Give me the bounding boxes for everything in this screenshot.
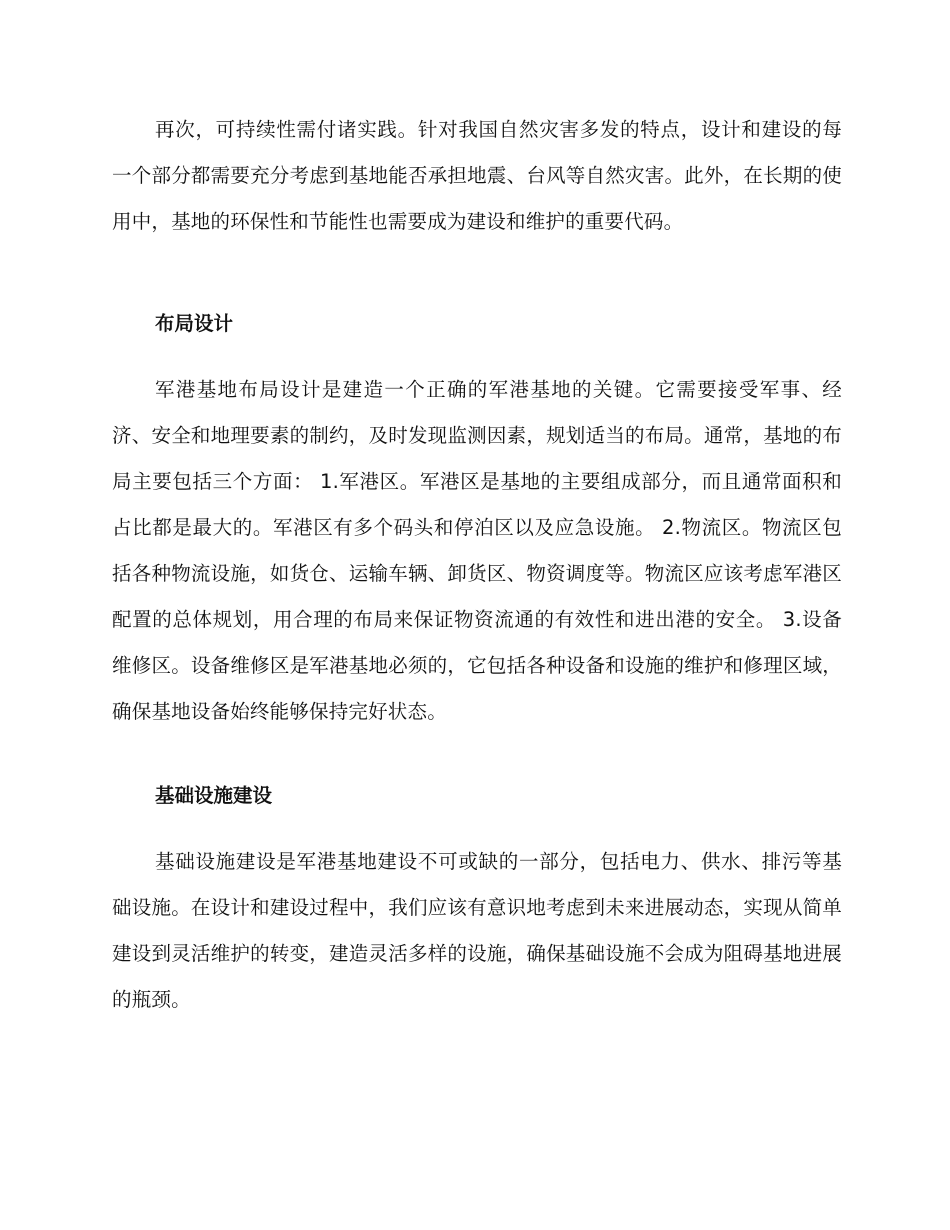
- section-heading-layout-design: 布局设计: [155, 312, 234, 335]
- paragraph-sustainability: 再次，可持续性需付诸实践。针对我国自然灾害多发的特点，设计和建设的每一个部分都需要充分考虑到基地能否承担地震、台风等自然灾害。此外，在长期的使用中，基地的环保性和节能性也需要成为建设和维护的重要代码。: [112, 118, 842, 233]
- paragraph-infrastructure: 基础设施建设是军港基地建设不可或缺的一部分，包括电力、供水、排污等基础设施。在设计和建设过程中，我们应该有意识地考虑到未来进展动态，实现从简单建设到灵活维护的转变，建造灵活多样的设施，确保基础设施不会成为阻碍基地进展的瓶颈。: [112, 850, 842, 1011]
- paragraph-layout-design: 军港基地布局设计是建造一个正确的军港基地的关键。它需要接受军事、经济、安全和地理要素的制约，及时发现监测因素，规划适当的布局。通常，基地的布局主要包括三个方面： 1.军港区。军港区是基地的主要组成部分，而且通常面积和占比都是最大的。军港区有多个码头和停泊区以及应急设施。 2.物流区。物流区包括各种物流设施，如货仓、运输车辆、卸货区、物资调度等。物流区应该考虑军港区配置的总体规划，用合理的布局来保证物资流通的有效性和进出港的安全。 3.设备维修区。设备维修区是军港基地必须的，它包括各种设备和设施的维护和修理区域，确保基地设备始终能够保持完好状态。: [112, 378, 842, 723]
- section-heading-infrastructure: 基础设施建设: [155, 784, 273, 807]
